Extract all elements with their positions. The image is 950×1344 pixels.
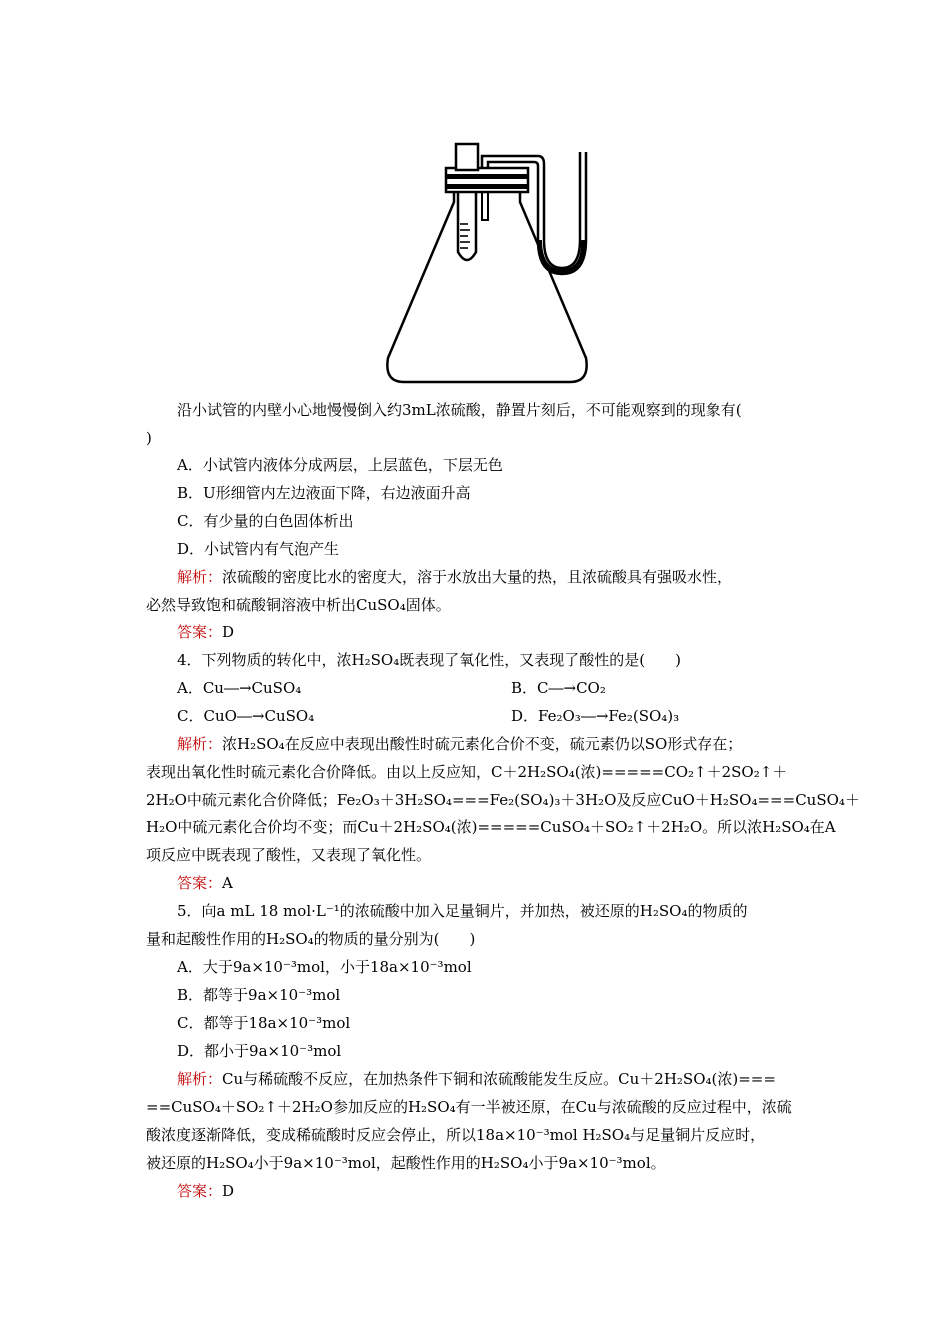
q3-option-a: A．小试管内液体分成两层，上层蓝色，下层无色 [177,456,503,474]
q4-answer: 答案：A [177,874,233,892]
small-test-tube [458,192,476,260]
q5-analysis-line-2: ==CuSO₄＋SO₂↑＋2H₂O参加反应的H₂SO₄有一半被还原，在Cu与浓硫酸的反应过程中，浓硫 [146,1098,792,1116]
q4-option-b: B．C―→CO₂ [511,679,606,697]
q3-stem-end: ) [146,429,152,447]
q5-option-a: A．大于9a×10⁻³mol，小于18a×10⁻³mol [177,958,472,976]
q3-answer: 答案：D [177,623,235,641]
q3-option-b: B．U形细管内左边液面下降，右边液面升高 [177,484,471,502]
analysis-label: 解析： [177,735,223,753]
q5-analysis-line-4: 被还原的H₂SO₄小于9a×10⁻³mol，起酸性作用的H₂SO₄小于9a×10⁻³mol。 [146,1154,666,1172]
q5-option-d: D．都小于9a×10⁻³mol [177,1042,342,1060]
q5-option-b: B．都等于9a×10⁻³mol [177,986,341,1004]
q4-options-row-1 [146,677,810,699]
q4-analysis: 解析：浓H₂SO₄在反应中表现出酸性时硫元素化合价不变，硫元素仍以SO形式存在； [177,735,743,753]
q4-option-d: D．Fe₂O₃―→Fe₂(SO₄)₃ [511,707,680,725]
answer-label: 答案： [177,1182,223,1200]
analysis-label: 解析： [177,568,223,586]
analysis-label: 解析： [177,1070,223,1088]
q4-stem: 4．下列物质的转化中，浓H₂SO₄既表现了氧化性，又表现了酸性的是( ) [177,651,681,669]
q4-analysis-line-4: H₂O中硫元素化合价均不变；而Cu＋2H₂SO₄(浓)=====CuSO₄＋SO₂↑＋2H₂O。所以浓H₂SO₄在A [146,818,836,836]
q5-stem-cont: 量和起酸性作用的H₂SO₄的物质的量分别为( ) [146,930,476,948]
q5-stem: 5．向a mL 18 mol·L⁻¹的浓硫酸中加入足量铜片，并加热，被还原的H₂SO₄的物质的 [177,902,748,920]
test-tube-mouth [456,144,478,170]
q4-option-c: C．CuO―→CuSO₄ [177,707,315,725]
q3-stem: 沿小试管的内壁小心地慢慢倒入约3mL浓硫酸，静置片刻后，不可能观察到的现象有( [177,401,742,419]
answer-label: 答案： [177,874,223,892]
answer-label: 答案： [177,623,223,641]
q5-analysis: 解析：Cu与稀硫酸不反应，在加热条件下铜和浓硫酸能发生反应。Cu＋2H₂SO₄(浓)=== [177,1070,776,1088]
apparatus-figure [380,140,620,385]
q3-option-c: C．有少量的白色固体析出 [177,512,354,530]
q4-option-a: A．Cu―→CuSO₄ [177,679,302,697]
q4-analysis-line-3: 2H₂O中硫元素化合价降低；Fe₂O₃＋3H₂SO₄===Fe₂(SO₄)₃＋3H₂O及反应CuO＋H₂SO₄===CuSO₄＋ [146,791,860,809]
q3-analysis: 解析：浓硫酸的密度比水的密度大，溶于水放出大量的热，且浓硫酸具有强吸水性， [177,568,733,586]
q5-option-c: C．都等于18a×10⁻³mol [177,1014,351,1032]
q4-analysis-line-2: 表现出氧化性时硫元素化合价降低。由以上反应知，C＋2H₂SO₄(浓)=====CO₂↑＋2SO₂↑＋ [146,763,788,781]
q4-analysis-line-5: 项反应中既表现了酸性，又表现了氧化性。 [146,846,432,864]
q5-analysis-line-3: 酸浓度逐渐降低，变成稀硫酸时反应会停止，所以18a×10⁻³mol H₂SO₄与足量铜片反应时， [146,1126,766,1144]
q4-options-row-2 [146,705,810,727]
q5-answer: 答案：D [177,1182,235,1200]
q3-option-d: D．小试管内有气泡产生 [177,540,340,558]
q3-analysis-cont: 必然导致饱和硫酸铜溶液中析出CuSO₄固体。 [146,596,451,614]
